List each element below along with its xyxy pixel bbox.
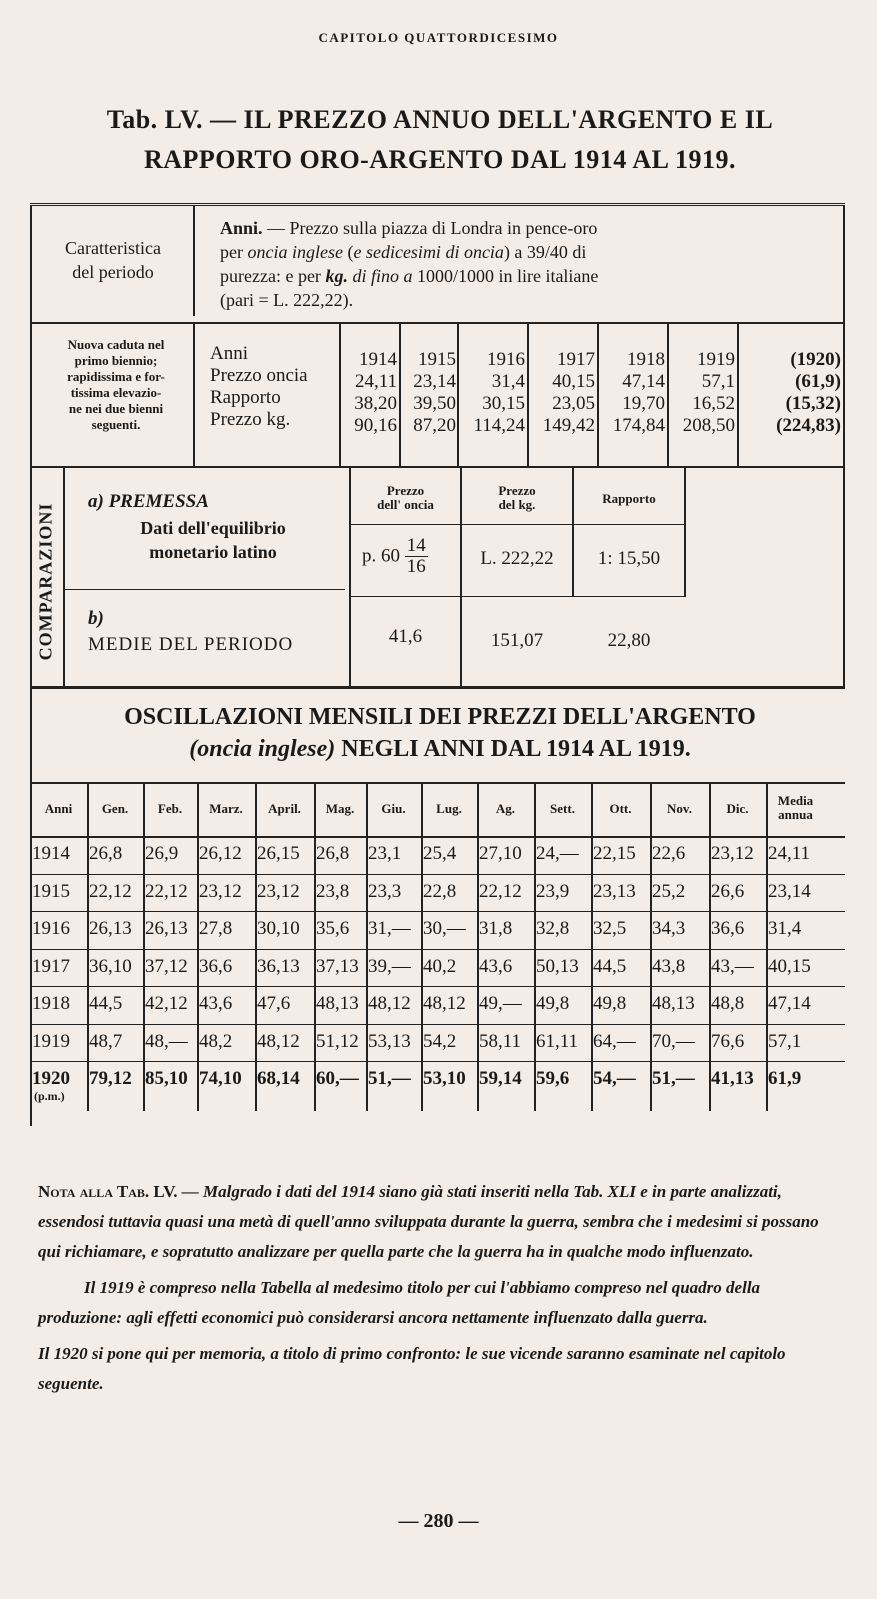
s1-line2-d: e sedicesimi di oncia bbox=[353, 242, 504, 262]
s3-ab-rule bbox=[65, 589, 345, 590]
s2-col-1919 bbox=[669, 349, 735, 437]
s3-header-kg bbox=[462, 484, 572, 512]
monthly-header-part: Media bbox=[777, 793, 814, 808]
s2-kg: 149,42 bbox=[542, 415, 595, 436]
monthly-value-cell: 61,9 bbox=[768, 1068, 802, 1089]
monthly-value-cell: 51,— bbox=[368, 1068, 411, 1089]
monthly-value-cell: 60,— bbox=[316, 1068, 359, 1089]
monthly-value-cell: 40,15 bbox=[768, 955, 811, 977]
s2-year: 1917 bbox=[557, 349, 595, 370]
monthly-value-cell: 43,8 bbox=[652, 955, 686, 977]
s2-col-1914 bbox=[341, 349, 397, 437]
premessa-sub-1: Dati dell'equilibrio bbox=[140, 518, 286, 538]
monthly-header-cell: Nov. bbox=[667, 801, 692, 816]
monthly-value-cell: 26,9 bbox=[145, 843, 179, 864]
comparazioni-label bbox=[30, 471, 62, 691]
monthly-row-rule bbox=[30, 911, 845, 912]
s1-label-line-1: Caratteristica bbox=[65, 238, 161, 258]
s2-kg: 174,84 bbox=[612, 415, 665, 436]
s2-rapporto: 16,52 bbox=[692, 393, 735, 414]
monthly-value-cell: 44,5 bbox=[593, 955, 627, 977]
monthly-row-rule bbox=[30, 1061, 845, 1062]
monthly-value-cell: 31,4 bbox=[768, 918, 802, 939]
monthly-value-cell: 51,— bbox=[652, 1068, 695, 1089]
monthly-row-rule bbox=[30, 874, 845, 875]
s2-kg: 114,24 bbox=[473, 415, 525, 436]
s3-header-line: dell' oncia bbox=[377, 497, 434, 512]
s3-a-oncia-prefix: p. 60 bbox=[362, 545, 400, 567]
oscillazioni-title-line-1: OSCILLAZIONI MENSILI DEI PREZZI DELL'ARGENTO bbox=[124, 704, 756, 730]
s1-line2-c: ( bbox=[342, 242, 354, 262]
monthly-header-cell: Ott. bbox=[609, 801, 632, 816]
oscillazioni-title-italic: (oncia inglese) bbox=[189, 736, 336, 762]
s3-a-kg: L. 222,22 bbox=[480, 548, 554, 569]
monthly-value-cell: 57,1 bbox=[768, 1030, 802, 1052]
monthly-value-cell: 79,12 bbox=[89, 1068, 132, 1089]
monthly-value-cell: 48,13 bbox=[652, 993, 695, 1014]
monthly-header-cell: Dic. bbox=[726, 801, 749, 816]
monthly-value-cell: 25,4 bbox=[423, 843, 457, 864]
s1-label-line-2: del periodo bbox=[72, 262, 154, 282]
monthly-value-cell: 48,— bbox=[145, 1030, 188, 1052]
running-head: CAPITOLO QUATTORDICESIMO bbox=[318, 30, 559, 45]
oscillazioni-title-rest: NEGLI ANNI DAL 1914 AL 1919. bbox=[335, 736, 691, 762]
s2-rapporto: (15,32) bbox=[785, 393, 841, 414]
footnote-p3: Il 1920 si pone qui per memoria, a titolo di primo confronto: le sue vicende saranno esaminate nel capitolo seguente. bbox=[38, 1344, 786, 1393]
monthly-value-cell: 26,15 bbox=[257, 843, 300, 864]
monthly-value-cell: 41,13 bbox=[711, 1068, 754, 1089]
s2-kg: 90,16 bbox=[354, 415, 397, 436]
monthly-value-cell: 48,12 bbox=[423, 993, 466, 1014]
monthly-value-cell: 43,— bbox=[711, 955, 754, 977]
monthly-value-cell: 22,12 bbox=[145, 880, 188, 902]
monthly-value-cell: 48,2 bbox=[199, 1030, 233, 1052]
s2-oncia: 31,4 bbox=[491, 371, 525, 392]
s3-header-line: del kg. bbox=[498, 497, 536, 512]
s2-kg: 208,50 bbox=[682, 415, 735, 436]
monthly-value-cell: 48,7 bbox=[89, 1030, 123, 1052]
monthly-value-cell: 23,3 bbox=[368, 880, 402, 902]
monthly-value-cell: 23,1 bbox=[368, 843, 402, 864]
s3-header-line: Rapporto bbox=[602, 491, 656, 506]
monthly-year-cell: 1915 bbox=[32, 880, 70, 902]
s2-col-1916 bbox=[459, 349, 525, 437]
s1-period-label bbox=[33, 236, 193, 284]
s1-line3-d: 1000/1000 in lire italiane bbox=[412, 266, 599, 286]
s2-year: 1918 bbox=[627, 349, 665, 370]
medie-title: MEDIE DEL PERIODO bbox=[88, 634, 294, 655]
footnote-p2: Il 1919 è compreso nella Tabella al medesimo titolo per cui l'abbiamo compreso nel quadro della produzione: agli effetti economici può considerarsi ancora nettamente influenzato dalla guerra. bbox=[38, 1278, 761, 1327]
monthly-value-cell: 22,15 bbox=[593, 843, 636, 864]
monthly-value-cell: 26,12 bbox=[199, 843, 242, 864]
monthly-value-cell: 23,8 bbox=[316, 880, 350, 902]
s2-oncia: 57,1 bbox=[701, 371, 735, 392]
s2-year: 1916 bbox=[487, 349, 525, 370]
s1-bottom-rule bbox=[30, 322, 845, 324]
monthly-header-part: annua bbox=[778, 807, 813, 822]
s2-rapporto: 30,15 bbox=[482, 393, 525, 414]
monthly-value-cell: 53,10 bbox=[423, 1068, 466, 1089]
monthly-value-cell: 48,12 bbox=[368, 993, 411, 1014]
monthly-value-cell: 44,5 bbox=[89, 993, 123, 1014]
monthly-header-cell: April. bbox=[268, 801, 301, 816]
s2-oncia: 40,15 bbox=[552, 371, 595, 392]
monthly-value-cell: 27,10 bbox=[479, 843, 522, 864]
footnote-lead: Nota alla Tab. LV. bbox=[38, 1182, 178, 1201]
monthly-value-cell: 23,9 bbox=[536, 880, 570, 902]
monthly-value-cell: 61,11 bbox=[536, 1030, 579, 1052]
monthly-pm-note: (p.m.) bbox=[34, 1089, 65, 1103]
monthly-value-cell: 49,8 bbox=[536, 993, 570, 1014]
monthly-value-cell: 54,2 bbox=[423, 1030, 457, 1052]
monthly-value-cell: 39,— bbox=[368, 955, 411, 977]
s1-line2-b: oncia inglese bbox=[247, 242, 343, 262]
s3-bottom-rule bbox=[30, 686, 845, 689]
s2-row-label: Prezzo oncia bbox=[210, 365, 308, 386]
s2-rapporto: 23,05 bbox=[552, 393, 595, 414]
monthly-value-cell: 23,13 bbox=[593, 880, 636, 902]
s2-year: (1920) bbox=[790, 349, 841, 370]
monthly-value-cell: 47,6 bbox=[257, 993, 291, 1014]
monthly-header-cell: Feb. bbox=[157, 801, 183, 816]
s2-kg: 87,20 bbox=[413, 415, 456, 436]
monthly-year-cell: 1920 bbox=[32, 1068, 70, 1089]
monthly-value-cell: 53,13 bbox=[368, 1030, 411, 1052]
s3-header-rapporto bbox=[574, 492, 684, 506]
s3-b-rapporto: 22,80 bbox=[607, 630, 651, 651]
monthly-value-cell: 23,12 bbox=[711, 843, 754, 864]
s3-header-rule bbox=[351, 524, 686, 525]
medie-b: b) bbox=[88, 608, 104, 629]
monthly-value-cell: 31,— bbox=[368, 918, 411, 939]
s2-col-1917 bbox=[529, 349, 595, 437]
s1-description bbox=[220, 216, 835, 312]
s1-anni-label: Anni. bbox=[220, 218, 263, 238]
monthly-value-cell: 59,14 bbox=[479, 1068, 522, 1089]
s2-rapporto: 39,50 bbox=[413, 393, 456, 414]
s1-line3-a: purezza: e per bbox=[220, 266, 326, 286]
monthly-value-cell: 27,8 bbox=[199, 918, 233, 939]
monthly-value-cell: 74,10 bbox=[199, 1068, 242, 1089]
s1-line2-e: ) a 39/40 di bbox=[503, 242, 587, 262]
monthly-value-cell: 26,6 bbox=[711, 880, 745, 902]
monthly-value-cell: 24,— bbox=[536, 843, 579, 864]
monthly-value-cell: 68,14 bbox=[257, 1068, 300, 1089]
monthly-value-cell: 22,6 bbox=[652, 843, 686, 864]
s2-year: 1919 bbox=[697, 349, 735, 370]
monthly-value-cell: 31,8 bbox=[479, 918, 513, 939]
monthly-header-cell: Anni bbox=[44, 801, 73, 816]
s2-desc-line: primo biennio; bbox=[74, 353, 158, 368]
monthly-year-cell: 1916 bbox=[32, 918, 70, 939]
s1-line3-b: kg. bbox=[325, 266, 348, 286]
monthly-value-cell: 36,13 bbox=[257, 955, 300, 977]
monthly-value-cell: 36,10 bbox=[89, 955, 132, 977]
s2-bottom-rule bbox=[30, 466, 845, 468]
monthly-value-cell: 76,6 bbox=[711, 1030, 745, 1052]
monthly-value-cell: 22,12 bbox=[89, 880, 132, 902]
s1-line3-c: di fino a bbox=[347, 266, 413, 286]
table-frame bbox=[30, 203, 845, 1151]
premessa-sub bbox=[98, 516, 328, 564]
monthly-value-cell: 64,— bbox=[593, 1030, 636, 1052]
s1-divider bbox=[193, 206, 195, 316]
monthly-value-cell: 43,6 bbox=[199, 993, 233, 1014]
s1-line1: — Prezzo sulla piazza di Londra in pence-oro bbox=[262, 218, 598, 238]
monthly-value-cell: 26,13 bbox=[145, 918, 188, 939]
monthly-value-cell: 26,8 bbox=[316, 843, 350, 864]
monthly-year-cell: 1917 bbox=[32, 955, 70, 977]
monthly-value-cell: 34,3 bbox=[652, 918, 686, 939]
s2-row-label: Rapporto bbox=[210, 387, 281, 408]
monthly-value-cell: 54,— bbox=[593, 1068, 636, 1089]
s3-a-oncia bbox=[362, 536, 428, 577]
s2-col-1918 bbox=[599, 349, 665, 437]
s3-header-line: Prezzo bbox=[498, 483, 536, 498]
monthly-year-cell: 1919 bbox=[32, 1030, 70, 1052]
monthly-row-rule bbox=[30, 1024, 845, 1025]
s4-top-rule bbox=[30, 782, 845, 784]
s2-rapporto: 19,70 bbox=[622, 393, 665, 414]
oscillazioni-title bbox=[40, 701, 840, 765]
s1-line4: (pari = L. 222,22). bbox=[220, 290, 354, 310]
s2-year: 1915 bbox=[418, 349, 456, 370]
monthly-value-cell: 23,14 bbox=[768, 880, 811, 902]
medie-label bbox=[88, 606, 293, 658]
monthly-value-cell: 42,12 bbox=[145, 993, 188, 1014]
monthly-header-cell: Mag. bbox=[325, 801, 355, 816]
s3-b-oncia: 41,6 bbox=[388, 626, 423, 647]
monthly-year-cell: 1914 bbox=[32, 843, 70, 864]
monthly-header-cell: Marz. bbox=[209, 801, 243, 816]
monthly-value-cell: 37,13 bbox=[316, 955, 359, 977]
monthly-header-cell: Giu. bbox=[381, 801, 406, 816]
s2-row-labels bbox=[210, 343, 308, 431]
s2-rapporto: 38,20 bbox=[354, 393, 397, 414]
monthly-value-cell: 49,— bbox=[479, 993, 522, 1014]
monthly-value-cell: 22,8 bbox=[423, 880, 457, 902]
monthly-value-cell: 23,12 bbox=[257, 880, 300, 902]
s3-vert-rule bbox=[63, 468, 65, 686]
s2-kg: (224,83) bbox=[776, 415, 841, 436]
footnote-p1: — Malgrado i dati del 1914 siano già stati inseriti nella Tab. XLI e in parte analizzati, essendosi tuttavia quasi una metà di quell'anno sviluppata durante la guerra, sembra che i medesimi si possano qui richiamare, e sopratutto analizzare per quella parte che la guerra ha in qualche modo influenzato. bbox=[38, 1182, 819, 1261]
monthly-value-cell: 24,11 bbox=[768, 843, 811, 864]
monthly-value-cell: 58,11 bbox=[479, 1030, 522, 1052]
frame-right-border bbox=[843, 206, 845, 686]
premessa-sub-2: monetario latino bbox=[149, 542, 277, 562]
monthly-value-cell: 32,8 bbox=[536, 918, 570, 939]
s2-col-1920 bbox=[739, 349, 841, 437]
monthly-value-cell: 51,12 bbox=[316, 1030, 359, 1052]
s3-a-fraction-den: 16 bbox=[406, 556, 426, 577]
s3-col-rule bbox=[684, 468, 686, 596]
s2-description bbox=[36, 337, 196, 433]
s3-b-kg: 151,07 bbox=[490, 630, 544, 651]
monthly-header-cell: Ag. bbox=[495, 801, 516, 816]
monthly-header-rule bbox=[30, 836, 845, 838]
s3-a-fraction bbox=[405, 536, 428, 577]
footnote bbox=[38, 1177, 828, 1405]
monthly-value-cell: 35,6 bbox=[316, 918, 350, 939]
s2-year: 1914 bbox=[359, 349, 397, 370]
monthly-value-cell: 47,14 bbox=[768, 993, 811, 1014]
monthly-value-cell: 50,13 bbox=[536, 955, 579, 977]
s2-oncia: 23,14 bbox=[413, 371, 456, 392]
monthly-header-cell: Gen. bbox=[101, 801, 129, 816]
monthly-value-cell: 48,12 bbox=[257, 1030, 300, 1052]
monthly-value-cell: 32,5 bbox=[593, 918, 627, 939]
page-number: — 280 — bbox=[398, 1510, 479, 1532]
s3-ab-rule-right bbox=[351, 596, 686, 597]
s2-oncia: 47,14 bbox=[622, 371, 665, 392]
monthly-value-cell: 59,6 bbox=[536, 1068, 570, 1089]
monthly-value-cell: 48,8 bbox=[711, 993, 745, 1014]
s2-desc-line: Nuova caduta nel bbox=[67, 337, 165, 352]
monthly-value-cell: 36,6 bbox=[199, 955, 233, 977]
monthly-value-cell: 49,8 bbox=[593, 993, 627, 1014]
monthly-value-cell: 25,2 bbox=[652, 880, 686, 902]
s2-oncia: (61,9) bbox=[795, 371, 841, 392]
monthly-row-rule bbox=[30, 986, 845, 987]
s1-line2-a: per bbox=[220, 242, 248, 262]
premessa-title: a) PREMESSA bbox=[88, 491, 209, 512]
monthly-value-cell: 36,6 bbox=[711, 918, 745, 939]
table-title-line-1: Tab. LV. — IL PREZZO ANNUO DELL'ARGENTO E IL bbox=[106, 105, 774, 134]
monthly-value-cell: 37,12 bbox=[145, 955, 188, 977]
monthly-header-cell: Lug. bbox=[436, 801, 462, 816]
monthly-value-cell: 30,10 bbox=[257, 918, 300, 939]
s3-a-rapporto: 1: 15,50 bbox=[597, 548, 661, 569]
s3-header-line: Prezzo bbox=[386, 483, 425, 498]
monthly-value-cell: 26,8 bbox=[89, 843, 123, 864]
monthly-header-cell: Sett. bbox=[550, 801, 575, 816]
monthly-value-cell: 70,— bbox=[652, 1030, 695, 1052]
s2-desc-line: seguenti. bbox=[91, 417, 141, 432]
s2-oncia: 24,11 bbox=[354, 371, 397, 392]
monthly-value-cell: 48,13 bbox=[316, 993, 359, 1014]
table-title bbox=[30, 100, 850, 180]
comparazioni-text: COMPARAZIONI bbox=[35, 502, 56, 660]
monthly-header-cell bbox=[766, 794, 825, 822]
monthly-value-cell: 23,12 bbox=[199, 880, 242, 902]
s3-header-oncia bbox=[351, 484, 460, 512]
monthly-value-cell: 43,6 bbox=[479, 955, 513, 977]
monthly-value-cell: 40,2 bbox=[423, 955, 457, 977]
s2-col-1915 bbox=[401, 349, 456, 437]
table-title-line-2: RAPPORTO ORO-ARGENTO DAL 1914 AL 1919. bbox=[143, 145, 737, 174]
s2-desc-line: ne nei due bienni bbox=[68, 401, 164, 416]
s2-row-label: Anni bbox=[210, 343, 248, 364]
s2-desc-line: rapidissima e for- bbox=[67, 369, 165, 384]
monthly-value-cell: 85,10 bbox=[145, 1068, 188, 1089]
monthly-row-rule bbox=[30, 949, 845, 950]
s3-col-rule bbox=[572, 468, 574, 596]
monthly-value-cell: 26,13 bbox=[89, 918, 132, 939]
monthly-value-cell: 30,— bbox=[423, 918, 466, 939]
s2-desc-line: tissima elevazio- bbox=[70, 385, 162, 400]
s3-a-fraction-num: 14 bbox=[406, 535, 426, 556]
premessa-label bbox=[88, 490, 209, 514]
monthly-year-cell: 1918 bbox=[32, 993, 70, 1014]
s2-row-label: Prezzo kg. bbox=[210, 409, 291, 430]
monthly-value-cell: 22,12 bbox=[479, 880, 522, 902]
